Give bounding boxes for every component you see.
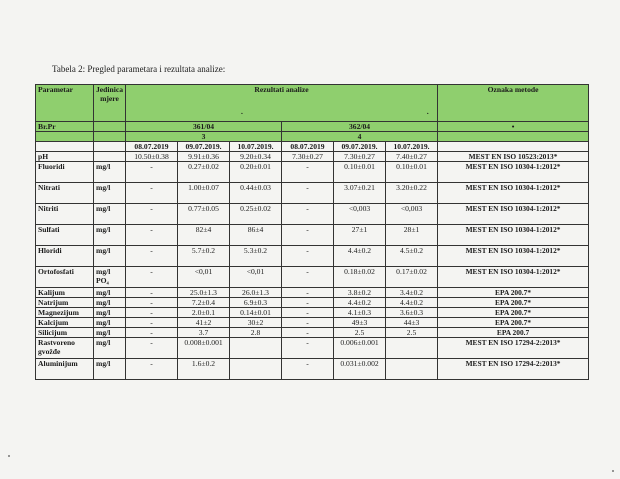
dates-blank [94, 142, 126, 152]
param-name: Nitriti [36, 204, 94, 225]
result-value: 49±3 [334, 318, 386, 328]
result-value: <0,003 [334, 204, 386, 225]
result-value: 7.30±0.27 [334, 152, 386, 162]
result-value: 3.7 [178, 328, 230, 338]
result-value: 4.4±0.2 [334, 298, 386, 308]
method-code: MEST EN ISO 10304-1:2012* [438, 246, 589, 267]
table-row [36, 162, 589, 183]
result-value: - [282, 338, 334, 359]
table-row [36, 204, 589, 225]
result-value: 0.77±0.05 [178, 204, 230, 225]
param-unit: mg/l [94, 318, 126, 328]
result-value: 2.0±0.1 [178, 308, 230, 318]
result-value: 7.40±0.27 [386, 152, 438, 162]
method-code: MEST EN ISO 10304-1:2012* [438, 267, 589, 288]
result-value: 26.0±1.3 [230, 288, 282, 298]
brpr-unit-blank [94, 122, 126, 132]
result-value: <0,01 [178, 267, 230, 288]
result-value: 25.0±1.3 [178, 288, 230, 298]
result-value [386, 338, 438, 359]
result-value: 9.20±0.34 [230, 152, 282, 162]
result-value: 5.7±0.2 [178, 246, 230, 267]
param-name: Silicijum [36, 328, 94, 338]
result-value: 0.031±0.002 [334, 359, 386, 380]
result-value: 1.6±0.2 [178, 359, 230, 380]
result-value: - [126, 308, 178, 318]
result-value: 4.4±0.2 [386, 298, 438, 308]
method-code: MEST EN ISO 10304-1:2012* [438, 225, 589, 246]
result-value: - [126, 267, 178, 288]
table-row [36, 183, 589, 204]
result-value: 0.18±0.02 [334, 267, 386, 288]
result-value: - [282, 308, 334, 318]
result-value: 3.20±0.22 [386, 183, 438, 204]
result-value: - [282, 328, 334, 338]
result-value: 3.6±0.3 [386, 308, 438, 318]
result-value: - [126, 162, 178, 183]
result-value: 7.2±0.4 [178, 298, 230, 308]
result-value: - [282, 246, 334, 267]
result-value: 0.25±0.02 [230, 204, 282, 225]
param-name: pH [36, 152, 94, 162]
sub-blank [94, 132, 126, 142]
header-parametar: Parametar [36, 85, 94, 122]
param-unit: mg/l [94, 328, 126, 338]
param-unit: mg/l [94, 162, 126, 183]
result-value: 4.4±0.2 [334, 246, 386, 267]
param-name: Hloridi [36, 246, 94, 267]
result-value: 0.008±0.001 [178, 338, 230, 359]
table-caption: Tabela 2: Pregled parametara i rezultata analize: [52, 64, 226, 74]
dates-blank [438, 142, 589, 152]
param-name: Magnezijum [36, 308, 94, 318]
table-row [36, 308, 589, 318]
result-value: 0.17±0.02 [386, 267, 438, 288]
method-code: EPA 200.7* [438, 308, 589, 318]
table-row [36, 246, 589, 267]
table-row [36, 152, 589, 162]
result-value [230, 338, 282, 359]
result-value: 4.1±0.3 [334, 308, 386, 318]
method-code: MEST EN ISO 17294-2:2013* [438, 359, 589, 380]
result-value: 0.10±0.01 [334, 162, 386, 183]
sample1-id: 361/04 [126, 122, 282, 132]
param-name: Kalcijum [36, 318, 94, 328]
result-value: 2.5 [334, 328, 386, 338]
result-value: 41±2 [178, 318, 230, 328]
result-value: - [282, 359, 334, 380]
result-value: - [282, 225, 334, 246]
param-unit: mg/l [94, 298, 126, 308]
header-rezultati [126, 85, 438, 122]
sub-blank [438, 132, 589, 142]
result-value: 3.4±0.2 [386, 288, 438, 298]
table-row [36, 267, 589, 288]
param-unit: mg/l [94, 225, 126, 246]
result-value: - [126, 359, 178, 380]
result-value: 5.3±0.2 [230, 246, 282, 267]
param-unit: mg/l PO₄ [94, 267, 126, 288]
table-row [36, 338, 589, 359]
results-body [36, 152, 589, 380]
param-name: Ortofosfati [36, 267, 94, 288]
method-code: EPA 200.7* [438, 298, 589, 308]
header-rezultati-label: Rezultati analize [254, 85, 309, 94]
param-unit [94, 152, 126, 162]
method-code: MEST EN ISO 10523:2013* [438, 152, 589, 162]
method-code: MEST EN ISO 17294-2:2013* [438, 338, 589, 359]
result-value: 2.8 [230, 328, 282, 338]
result-value: 0.27±0.02 [178, 162, 230, 183]
method-code: EPA 200.7 [438, 328, 589, 338]
param-name: Rastvoreno gvožđe [36, 338, 94, 359]
result-value: 3.8±0.2 [334, 288, 386, 298]
date-cell: 10.07.2019. [386, 142, 438, 152]
param-unit: mg/l [94, 204, 126, 225]
result-value: 2.5 [386, 328, 438, 338]
method-code: MEST EN ISO 10304-1:2012* [438, 183, 589, 204]
date-cell: 08.07.2019 [282, 142, 334, 152]
header-jedinica: Jedinica mjere [94, 85, 126, 122]
date-cell: 09.07.2019. [178, 142, 230, 152]
table-row [36, 225, 589, 246]
param-name: Kalijum [36, 288, 94, 298]
result-value: - [126, 204, 178, 225]
param-name: Sulfati [36, 225, 94, 246]
table-row [36, 318, 589, 328]
result-value: 9.91±0.36 [178, 152, 230, 162]
result-value: 0.10±0.01 [386, 162, 438, 183]
sub-blank [36, 132, 94, 142]
result-value: 27±1 [334, 225, 386, 246]
table-row [36, 298, 589, 308]
sample2-number: 4 [282, 132, 438, 142]
result-value: 10.50±0.38 [126, 152, 178, 162]
result-value: 7.30±0.27 [282, 152, 334, 162]
result-value: 0.44±0.03 [230, 183, 282, 204]
param-unit: mg/l [94, 308, 126, 318]
table-row [36, 359, 589, 380]
result-value: 0.20±0.01 [230, 162, 282, 183]
param-name: Nitrati [36, 183, 94, 204]
sample2-id: 362/04 [282, 122, 438, 132]
result-value: - [282, 298, 334, 308]
result-value: - [126, 328, 178, 338]
result-value: 0.14±0.01 [230, 308, 282, 318]
dates-blank [36, 142, 94, 152]
result-value: - [126, 225, 178, 246]
method-code: EPA 200.7* [438, 288, 589, 298]
result-value: 6.9±0.3 [230, 298, 282, 308]
result-value: - [126, 298, 178, 308]
result-value: 30±2 [230, 318, 282, 328]
result-value: - [126, 338, 178, 359]
sample1-number: 3 [126, 132, 282, 142]
scan-speck [8, 455, 10, 457]
param-unit: mg/l [94, 359, 126, 380]
result-value: - [126, 246, 178, 267]
result-value: - [282, 204, 334, 225]
header-mark-left: . [241, 107, 243, 116]
param-unit: mg/l [94, 338, 126, 359]
result-value: <0,01 [230, 267, 282, 288]
header-oznaka: Oznaka metode [438, 85, 589, 122]
table-row [36, 328, 589, 338]
table-row [36, 288, 589, 298]
scan-speck [612, 470, 614, 472]
date-cell: 08.07.2019 [126, 142, 178, 152]
header-mark-right: · [426, 109, 430, 118]
result-value: - [282, 162, 334, 183]
result-value: 86±4 [230, 225, 282, 246]
param-unit: mg/l [94, 288, 126, 298]
result-value: - [282, 267, 334, 288]
date-cell: 09.07.2019. [334, 142, 386, 152]
result-value: - [282, 183, 334, 204]
result-value: 4.5±0.2 [386, 246, 438, 267]
result-value: - [282, 318, 334, 328]
param-name: Aluminijum [36, 359, 94, 380]
result-value: 28±1 [386, 225, 438, 246]
result-value: - [126, 183, 178, 204]
result-value: - [282, 288, 334, 298]
result-value: - [126, 288, 178, 298]
param-name: Natrijum [36, 298, 94, 308]
result-value: 3.07±0.21 [334, 183, 386, 204]
method-code: MEST EN ISO 10304-1:2012* [438, 162, 589, 183]
result-value [230, 359, 282, 380]
result-value: 44±3 [386, 318, 438, 328]
param-unit: mg/l [94, 246, 126, 267]
result-value: 1.00±0.07 [178, 183, 230, 204]
result-value: <0,003 [386, 204, 438, 225]
param-name: Fluoridi [36, 162, 94, 183]
result-value [386, 359, 438, 380]
method-code: MEST EN ISO 10304-1:2012* [438, 204, 589, 225]
param-unit: mg/l [94, 183, 126, 204]
method-code: EPA 200.7* [438, 318, 589, 328]
results-table [35, 84, 589, 380]
result-value: 0.006±0.001 [334, 338, 386, 359]
result-value: 82±4 [178, 225, 230, 246]
date-cell: 10.07.2019. [230, 142, 282, 152]
result-value: - [126, 318, 178, 328]
brpr-mark: • [438, 122, 589, 132]
brpr-label: Br.Pr [36, 122, 94, 132]
